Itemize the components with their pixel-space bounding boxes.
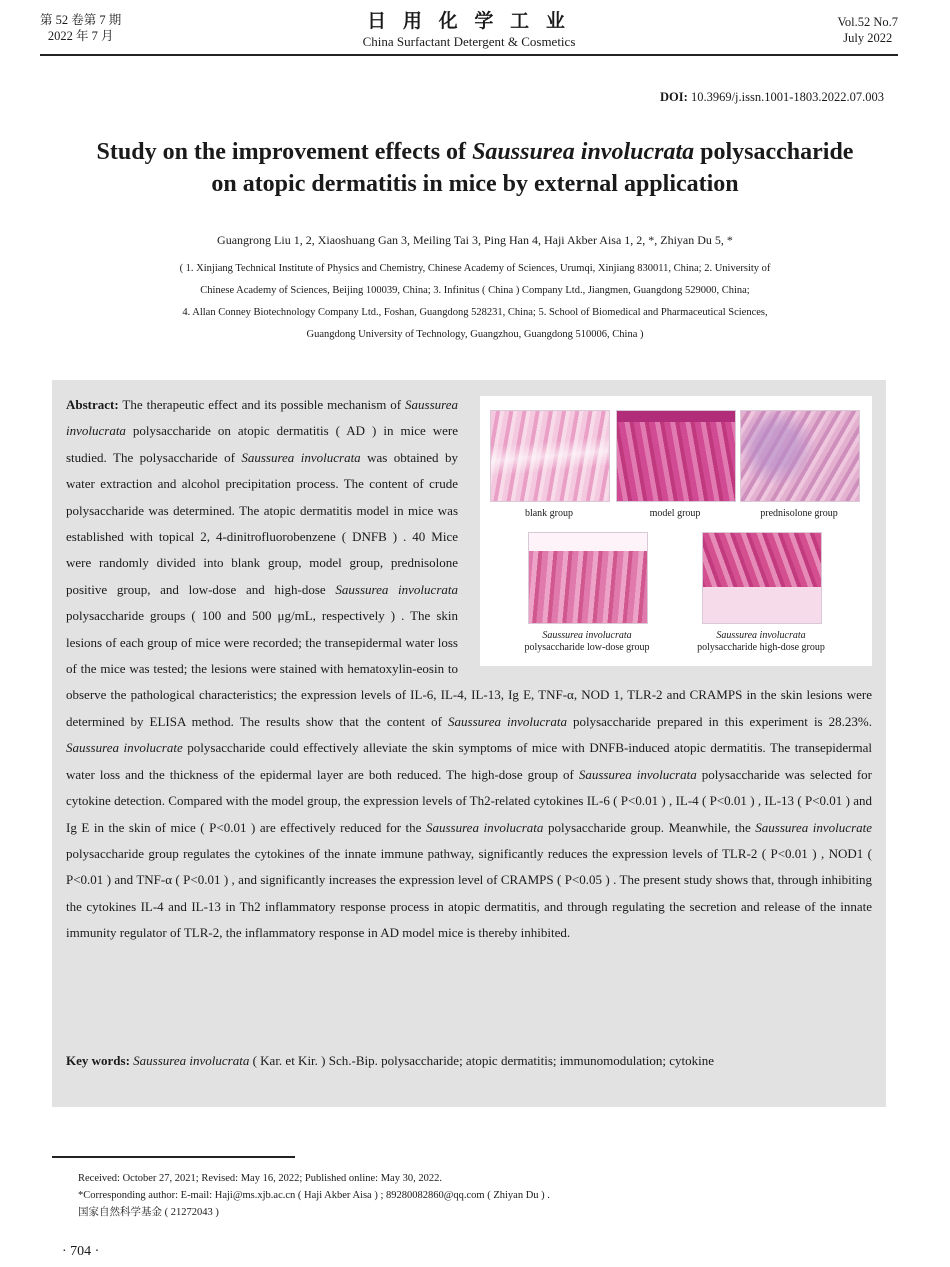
abstract-text: polysaccharide was selected for cytokine detection. Compared with the model group, the expression levels of Th2-related cytokines IL-6 ( P<0.01 ) , IL-4 ( P<0.01 ) , IL-13 ( P<0.01 ) and Ig E in the skin of mice ( P<0.01 ) are effectively reduced for the	[66, 766, 872, 835]
authors: Guangrong Liu 1, 2, Xiaoshuang Gan 3, Meiling Tai 3, Ping Han 4, Haji Akber Aisa 1, 2, *, Zhiyan Du 5, *	[217, 233, 733, 247]
abstract-text: The therapeutic effect and its possible mechanism of	[118, 397, 406, 412]
volume-issue-cn: 第 52 卷第 7 期	[40, 13, 122, 27]
caption-high-rest: polysaccharide high-dose group	[697, 642, 825, 653]
footnote-rule	[52, 1156, 295, 1158]
abstract	[66, 392, 872, 947]
doi	[660, 90, 884, 105]
histology-image-blank	[490, 410, 610, 502]
abstract-text: polysaccharide on atopic dermatitis ( AD ) in mice were studied. The polysaccharide of	[66, 423, 458, 465]
affiliation-line: 4. Allan Conney Biotechnology Company Ltd., Foshan, Guangdong 528231, China; 5. School of Biomedical and Pharmaceutical Sciences,	[182, 307, 768, 318]
abstract-text: was obtained by water extraction and alcohol precipitation process. The content of crude polysaccharide was determined. The atopic dermatitis model in mice was established with topical 2, 4-dinitrofluorobenzene ( DNFB ) . 40 Mice were randomly divided into blank group, model group, prednisolone positive group, and low-dose and high-dose	[66, 449, 458, 597]
caption-low-rest: polysaccharide low-dose group	[524, 642, 650, 653]
species-name: Saussurea involucrata	[335, 581, 458, 597]
journal-title-cn: 日 用 化 学 工 业	[367, 11, 571, 32]
doi-value: 10.3969/j.issn.1001-1803.2022.07.003	[690, 90, 884, 104]
paper-title	[40, 136, 910, 200]
keywords-species: Saussurea involucrata	[133, 1053, 250, 1068]
keywords	[66, 1048, 872, 1074]
species-name: Saussurea involucrate	[66, 740, 183, 756]
date-en: July 2022	[843, 31, 893, 45]
journal-title-en: China Surfactant Detergent & Cosmetics	[362, 34, 576, 49]
title-line2: on atopic dermatitis in mice by external application	[211, 171, 739, 197]
species-name: Saussurea involucrata	[425, 819, 544, 835]
affiliations	[64, 258, 886, 346]
footnote-funding: 国家自然科学基金 ( 21272043 )	[78, 1207, 219, 1218]
date-cn: 2022 年 7 月	[47, 29, 114, 43]
title-part2: polysaccharide	[694, 139, 854, 165]
affiliation-line: Guangdong University of Technology, Guangzhou, Guangdong 510006, China )	[306, 329, 644, 340]
abstract-text: polysaccharide could effectively alleviate the skin symptoms of mice with DNFB-induced atopic dermatitis. The transepidermal water loss and the thickness of the epidermal layer are both reduced. The high-dose group of	[66, 740, 872, 782]
histology-image-model	[616, 410, 736, 502]
caption-low-species: Saussurea involucrata	[542, 630, 632, 641]
footnote-corresponding: *Corresponding author: E-mail: Haji@ms.xjb.ac.cn ( Haji Akber Aisa ) ; 89280082860@qq.com ( Zhiyan Du ) .	[78, 1190, 550, 1201]
caption-model: model group	[649, 508, 701, 519]
abstract-text: polysaccharide prepared in this experiment is 28.23%.	[566, 713, 872, 729]
abstract-label: Abstract:	[66, 397, 119, 412]
doi-label: DOI:	[660, 90, 688, 104]
footnote-received: Received: October 27, 2021; Revised: May 16, 2022; Published online: May 30, 2022.	[78, 1173, 442, 1184]
caption-high-species: Saussurea involucrata	[716, 630, 806, 641]
header-center	[40, 10, 898, 49]
species-name: Saussurea involucrata	[448, 713, 567, 729]
affiliation-line: Chinese Academy of Sciences, Beijing 100039, China; 3. Infinitus ( China ) Company Ltd., Jiangmen, Guangdong 529000, China;	[200, 285, 750, 296]
histology-figure	[480, 396, 872, 666]
volume-issue-en: Vol.52 No.7	[837, 15, 898, 29]
caption-blank: blank group	[524, 508, 574, 519]
species-name: Saussurea involucrata	[578, 766, 697, 782]
title-part1: Study on the improvement effects of	[96, 139, 473, 165]
histology-image-low-dose	[528, 532, 648, 624]
abstract-box	[52, 380, 886, 1107]
abstract-text: polysaccharide groups ( 100 and 500 μg/mL, respectively ) . The skin lesions of each group of mice were recorded; the transepidermal water loss of the mice was tested; the lesions were stained with hematoxylin-eosin to observe the pathological characteristics; the expression levels of IL-6, IL-4, IL-13, Ig E, TNF-α, NOD 1, TLR-2 and CRAMPS in the skin lesions were determined by ELISA method. The results show that the content of	[66, 608, 872, 729]
abstract-text: polysaccharide group. Meanwhile, the	[543, 819, 756, 835]
histology-image-prednisolone	[740, 410, 860, 502]
affiliation-line: ( 1. Xinjiang Technical Institute of Physics and Chemistry, Chinese Academy of Sciences, Urumqi, Xinjiang 830011, China; 2. University of	[179, 263, 771, 274]
species-name: Saussurea involucrata	[241, 449, 361, 465]
keywords-rest: ( Kar. et Kir. ) Sch.-Bip. polysaccharide; atopic dermatitis; immunomodulation; cytokine	[249, 1053, 714, 1068]
header-right	[837, 14, 898, 46]
caption-low-dose	[502, 630, 672, 654]
species-name: Saussurea involucrate	[755, 819, 873, 835]
species-name: Saussurea involucrata	[66, 397, 458, 439]
caption-prednisolone: prednisolone group	[760, 508, 838, 519]
caption-high-dose	[676, 630, 846, 654]
histology-image-high-dose	[702, 532, 822, 624]
running-header	[40, 10, 898, 56]
title-species: Saussurea involucrata	[472, 139, 695, 165]
abstract-text: polysaccharide group regulates the cytokines of the innate immune pathway, significantly reduces the expression levels of TLR-2 ( P<0.01 ) , NOD1 ( P<0.01 ) and TNF-α ( P<0.01 ) , and significantly increases the expression level of CRAMPS ( P<0.05 ) . The present study shows that, through inhibiting the cytokines IL-4 and IL-13 in Th2 inflammatory response process in atopic dermatitis, and through regulating the secretion and release of the innate immunity regulator of TLR-2, the inflammatory response in AD model mice is thereby inhibited.	[66, 845, 872, 941]
keywords-label: Key words:	[66, 1053, 130, 1068]
page-number: · 704 ·	[62, 1244, 100, 1259]
